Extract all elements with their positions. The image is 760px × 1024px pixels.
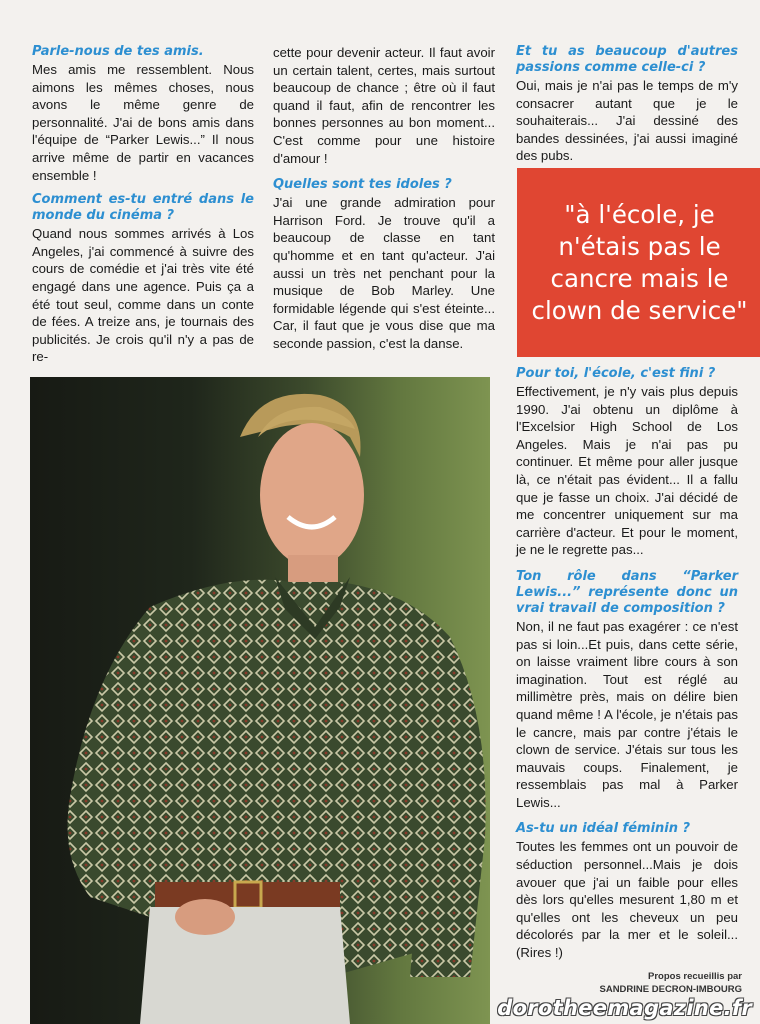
answer-passions: Oui, mais je n'ai pas le temps de m'y consacrer autant que je le souhaiterais... J'ai dessiné des bandes dessinées, j'ai aussi imaginé des pubs. <box>516 78 738 164</box>
answer-friends: Mes amis me ressemblent. Nous aimons les mêmes choses, nous avons le même genre de personnalité. J'ai de bons amis dans l'équipe de “Parker Lewis...” Il nous arrive même de partir en vacances ensemble ! <box>32 62 254 183</box>
answer-role: Non, il ne faut pas exagérer : ce n'est pas si loin...Et puis, dans cette série, on laisse vraiment libre cours à son imagination. Tout est réglé au millimètre près, mais on délire bien quand même ! A l'école, je n'étais pas le cancre, mais par contre j'étais le clown de service. J'étais sur tous les mauvais coups. Finalement, je ressemblais pas mal à Parker Lewis... <box>516 618 738 810</box>
pull-quote-text: "à l'école, je n'étais pas le cancre mais le clown de service" <box>531 199 748 325</box>
column-1 <box>32 44 254 374</box>
column-3-top <box>516 44 738 173</box>
question-friends: Parle-nous de tes amis. <box>32 44 204 59</box>
answer-school: Effectivement, je n'y vais plus depuis 1990. J'ai obtenu un diplôme à l'Excelsior High School de Los Angeles. Mais je n'ai pas pu continuer. Et même pour aller jusque là, ce n'était pas évident... Il a fallu que je fasse un choix. J'ai décidé de me concentrer uniquement sur ma carrière d'acteur. Et pour le moment, je ne le regrette pas... <box>516 384 738 558</box>
answer-idols: J'ai une grande admiration pour Harrison Ford. Je trouve qu'il a beaucoup de classe en tant qu'homme et en tant qu'acteur. J'ai aussi un très net penchant pour la musique de Bob Marley. Une formidable légende qui s'est éteinte... Car, il faut que je vous dise que ma seconde passion, c'est la danse. <box>273 195 495 351</box>
column-2 <box>273 44 495 361</box>
question-school: Pour toi, l'école, c'est fini ? <box>516 366 716 381</box>
answer-cinema-continued: cette pour devenir acteur. Il faut avoir un certain talent, certes, mais surtout beaucoup de chance ; être où il faut quand il faut, afin de rencontrer les bonnes personnes au bon moment... C'est comme pour une histoire d'amour ! <box>273 45 495 166</box>
question-ideal: As-tu un idéal féminin ? <box>516 821 691 837</box>
site-watermark: dorotheemagazine.fr <box>497 996 752 1020</box>
question-cinema: Comment es-tu entré dans le monde du cinéma ? <box>32 192 254 224</box>
portrait-illustration <box>30 377 490 1024</box>
answer-ideal: Toutes les femmes ont un pouvoir de séduction personnel...Mais je dois avouer que j'ai un faible pour elles dès lors qu'elles mesurent 1,80 m et qu'elles ont les cheveux un peu décolorés par la mer et le soleil... (Rires !) <box>516 839 738 961</box>
question-idols: Quelles sont tes idoles ? <box>273 177 452 193</box>
interview-credit <box>600 970 743 996</box>
answer-cinema: Quand nous sommes arrivés à Los Angeles, j'ai commencé à suivre des cours de comédie et j'ai très vite été engagé dans une agence. Puis ça a été tout seul, comme dans un conte de fées. A treize ans, je tournais des publicités. Je crois qu'il n'y a pas de re- <box>32 226 254 365</box>
question-role: Ton rôle dans “Parker Lewis...” représente donc un vrai travail de composition ? <box>516 568 738 616</box>
pull-quote <box>517 168 760 357</box>
column-3-bottom <box>516 366 738 970</box>
question-passions: Et tu as beaucoup d'autres passions comme celle-ci ? <box>516 44 738 75</box>
credit-line-1: Propos recueillis par <box>648 971 742 982</box>
credit-author: SANDRINE DECRON-IMBOURG <box>599 984 742 995</box>
portrait-photo <box>30 377 490 1024</box>
